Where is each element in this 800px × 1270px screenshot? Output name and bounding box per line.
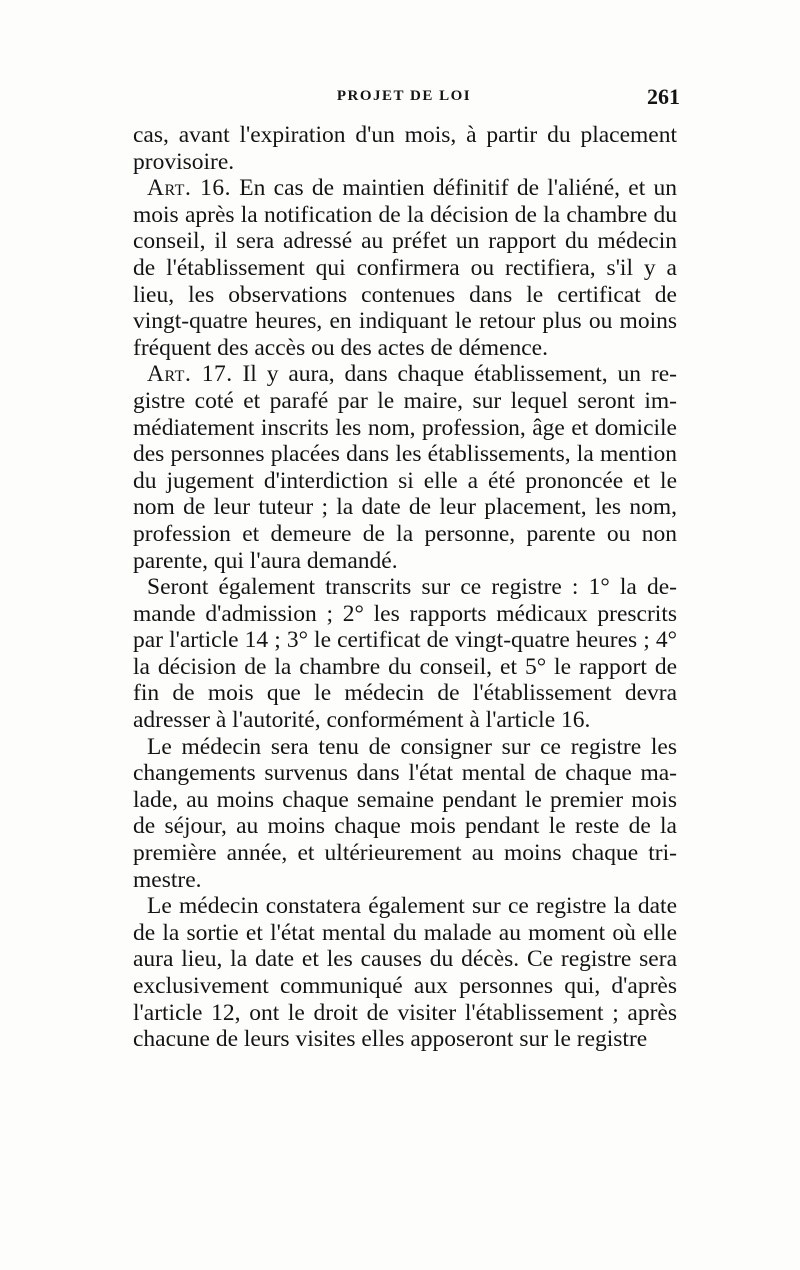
article-16-text: En cas de maintien définitif de l'aliéné, et un mois après la notification de la décision de la chambre du conseil, il sera adressé au préfet un rapport du médecin de l'établissement qui confirmera ou rectifiera, s'il y a lieu, les observations contenues dans le certificat de vingt-quatre heures, en indiquant le retour plus ou moins fréquent des accès ou des actes de démence. — [133, 175, 678, 361]
article-16-paragraph — [133, 175, 677, 361]
register-transcriptions-paragraph: Seront également transcrits sur ce registre : 1° la demande d'admission ; 2° les rapports médicaux prescrits par l'article 14 ; 3° le certificat de vingt-quatre heures ; 4° la décision de la chambre du conseil, et 5° le rapport de fin de mois que le médecin de l'établissement devra adresser à l'autorité, conformément à l'article 16. — [133, 574, 677, 734]
article-16-label: Art. 16. — [147, 175, 231, 202]
body-text — [133, 122, 677, 1053]
running-title: PROJET DE LOI — [336, 88, 472, 104]
article-17-label: Art. 17. — [147, 361, 233, 388]
physician-exit-paragraph: Le médecin constatera également sur ce registre la date de la sortie et l'état mental du malade au moment où elle aura lieu, la date et les causes du décès. Ce registre sera exclusivement communiqué aux personnes qui, d'après l'article 12, ont le droit de visiter l'établissement ; après chacune de leurs visites elles apposeront sur le registre — [133, 893, 677, 1053]
physician-changes-paragraph: Le médecin sera tenu de consigner sur ce registre les changements survenus dans l'état mental de chaque malade, au moins chaque semaine pendant le premier mois de séjour, au moins chaque mois pendant le reste de la première année, et ultérieurement au moins chaque trimestre. — [133, 733, 677, 893]
article-17-paragraph — [133, 361, 677, 574]
page-number: 261 — [647, 84, 680, 109]
article-17-text: Il y aura, dans chaque établissement, un registre coté et parafé par le maire, sur lequel seront immédiatement inscrits les nom, profession, âge et domicile des personnes placées dans les établissements, la mention du jugement d'interdiction si elle a été prononcée et le nom de leur tuteur ; la date de leur placement, les nom, profession et demeure de la personne, parente ou non parente, qui l'aura demandé. — [133, 361, 677, 574]
running-head — [128, 84, 680, 114]
paragraph-continuation: cas, avant l'expiration d'un mois, à partir du placement provisoire. — [133, 122, 677, 175]
